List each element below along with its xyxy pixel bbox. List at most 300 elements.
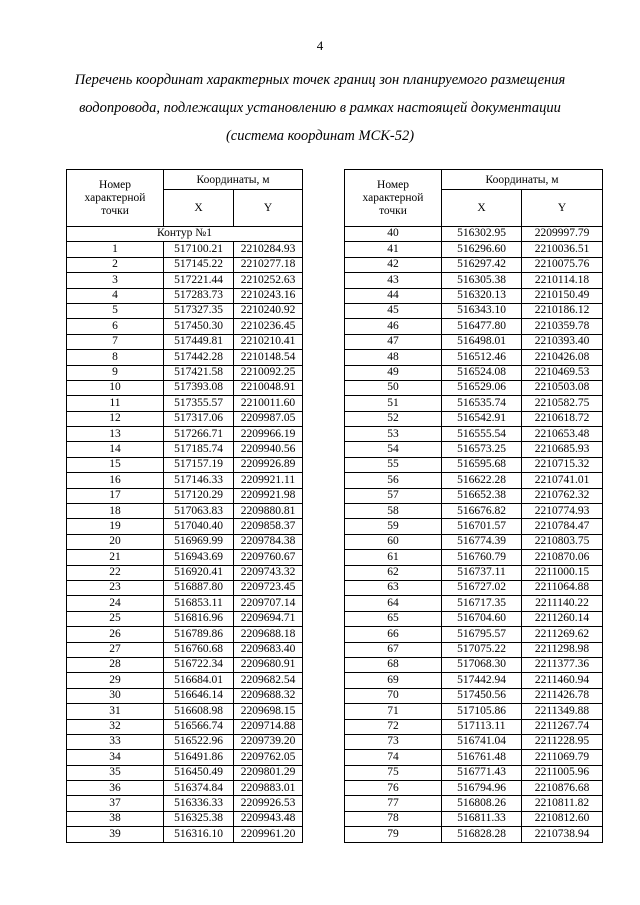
table-row — [67, 565, 303, 580]
point-number-cell: 47 — [345, 334, 442, 349]
table-row — [345, 334, 603, 349]
point-number-cell: 51 — [345, 396, 442, 411]
point-number-cell: 58 — [345, 504, 442, 519]
x-coordinate-cell: 516529.06 — [442, 380, 522, 395]
table-row — [67, 657, 303, 672]
coordinates-header: Координаты, м — [442, 170, 603, 190]
x-coordinate-cell: 516704.60 — [442, 611, 522, 626]
table-row — [67, 534, 303, 549]
point-number-cell: 56 — [345, 473, 442, 488]
x-coordinate-cell: 516737.11 — [442, 565, 522, 580]
table-row — [345, 704, 603, 719]
x-coordinate-cell: 516302.95 — [442, 227, 522, 242]
table-row — [345, 688, 603, 703]
table-row — [345, 827, 603, 842]
table-row — [345, 781, 603, 796]
y-coordinate-cell: 2209926.53 — [234, 796, 303, 811]
table-row — [67, 704, 303, 719]
y-coordinate-cell: 2210812.60 — [522, 811, 603, 826]
x-coordinate-cell: 517185.74 — [164, 442, 234, 457]
table-row — [345, 734, 603, 749]
table-row — [345, 657, 603, 672]
y-coordinate-cell: 2209698.15 — [234, 704, 303, 719]
table-row — [67, 442, 303, 457]
table-row — [67, 580, 303, 595]
point-header-line-3: точки — [101, 204, 129, 217]
x-coordinate-cell: 517442.94 — [442, 673, 522, 688]
x-coordinate-cell: 517100.21 — [164, 242, 234, 257]
table-row — [67, 519, 303, 534]
y-coordinate-cell: 2210240.92 — [234, 303, 303, 318]
y-coordinate-cell: 2210236.45 — [234, 319, 303, 334]
y-coordinate-cell: 2210426.08 — [522, 350, 603, 365]
point-number-cell: 45 — [345, 303, 442, 318]
y-coordinate-cell: 2209801.29 — [234, 765, 303, 780]
point-number-cell: 64 — [345, 596, 442, 611]
x-coordinate-cell: 517105.86 — [442, 704, 522, 719]
point-number-cell: 70 — [345, 688, 442, 703]
y-coordinate-cell: 2209743.32 — [234, 565, 303, 580]
table-row — [345, 719, 603, 734]
x-coordinate-cell: 517075.22 — [442, 642, 522, 657]
point-number-cell: 33 — [67, 734, 164, 749]
point-number-cell: 2 — [67, 257, 164, 272]
point-number-cell: 16 — [67, 473, 164, 488]
table-row — [67, 303, 303, 318]
point-number-cell: 12 — [67, 411, 164, 426]
table-row — [345, 504, 603, 519]
x-coordinate-cell: 516684.01 — [164, 673, 234, 688]
table-row — [345, 303, 603, 318]
table-row — [67, 765, 303, 780]
x-coordinate-cell: 516573.25 — [442, 442, 522, 457]
table-row — [67, 504, 303, 519]
y-coordinate-cell: 2210186.12 — [522, 303, 603, 318]
y-coordinate-cell: 2210469.53 — [522, 365, 603, 380]
table-row — [345, 673, 603, 688]
x-coordinate-cell: 516853.11 — [164, 596, 234, 611]
point-number-cell: 34 — [67, 750, 164, 765]
y-coordinate-cell: 2211298.98 — [522, 642, 603, 657]
point-number-cell: 23 — [67, 580, 164, 595]
y-coordinate-cell: 2209723.45 — [234, 580, 303, 595]
y-coordinate-cell: 2209680.91 — [234, 657, 303, 672]
y-coordinate-cell: 2209694.71 — [234, 611, 303, 626]
y-coordinate-cell: 2211460.94 — [522, 673, 603, 688]
point-number-cell: 63 — [345, 580, 442, 595]
point-number-cell: 4 — [67, 288, 164, 303]
point-number-cell: 53 — [345, 427, 442, 442]
point-number-cell: 68 — [345, 657, 442, 672]
document-title — [20, 66, 620, 150]
x-coordinate-cell: 517120.29 — [164, 488, 234, 503]
y-coordinate-cell: 2209921.98 — [234, 488, 303, 503]
x-coordinate-cell: 516524.08 — [442, 365, 522, 380]
x-coordinate-cell: 516727.02 — [442, 580, 522, 595]
y-coordinate-cell: 2209943.48 — [234, 811, 303, 826]
x-coordinate-cell: 517146.33 — [164, 473, 234, 488]
y-coordinate-cell: 2210503.08 — [522, 380, 603, 395]
y-coordinate-cell: 2210284.93 — [234, 242, 303, 257]
table-row — [345, 380, 603, 395]
x-coordinate-cell: 517355.57 — [164, 396, 234, 411]
table-row — [67, 688, 303, 703]
x-coordinate-cell: 516794.96 — [442, 781, 522, 796]
point-number-cell: 21 — [67, 550, 164, 565]
point-number-cell: 22 — [67, 565, 164, 580]
table-row — [345, 457, 603, 472]
table-row — [67, 411, 303, 426]
table-row — [345, 365, 603, 380]
point-header-line-3: точки — [379, 204, 407, 217]
x-coordinate-cell: 516789.86 — [164, 627, 234, 642]
table-row — [345, 411, 603, 426]
table-row — [345, 427, 603, 442]
table-row — [345, 580, 603, 595]
page-number: 4 — [316, 38, 324, 53]
x-coordinate-cell: 516795.57 — [442, 627, 522, 642]
x-coordinate-cell: 516717.35 — [442, 596, 522, 611]
x-coordinate-cell: 516701.57 — [442, 519, 522, 534]
x-coordinate-cell: 516741.04 — [442, 734, 522, 749]
x-coordinate-cell: 516828.28 — [442, 827, 522, 842]
point-number-cell: 18 — [67, 504, 164, 519]
y-coordinate-cell: 2210114.18 — [522, 273, 603, 288]
y-coordinate-cell: 2211064.88 — [522, 580, 603, 595]
point-number-cell: 67 — [345, 642, 442, 657]
y-coordinate-cell: 2210715.32 — [522, 457, 603, 472]
table-row — [67, 811, 303, 826]
table-row — [345, 319, 603, 334]
x-coordinate-cell: 517317.06 — [164, 411, 234, 426]
table-row — [345, 242, 603, 257]
point-number-cell: 17 — [67, 488, 164, 503]
table-row — [67, 750, 303, 765]
x-coordinate-cell: 516343.10 — [442, 303, 522, 318]
x-coordinate-cell: 517040.40 — [164, 519, 234, 534]
point-number-cell: 32 — [67, 719, 164, 734]
point-number-header — [345, 170, 442, 227]
x-coordinate-cell: 517068.30 — [442, 657, 522, 672]
x-coordinate-cell: 516522.96 — [164, 734, 234, 749]
point-number-cell: 27 — [67, 642, 164, 657]
table-row — [345, 257, 603, 272]
point-number-cell: 11 — [67, 396, 164, 411]
y-coordinate-cell: 2210243.16 — [234, 288, 303, 303]
x-header: X — [442, 190, 522, 227]
point-header-line-1: Номер — [99, 178, 131, 191]
point-number-cell: 72 — [345, 719, 442, 734]
point-number-cell: 78 — [345, 811, 442, 826]
y-coordinate-cell: 2209858.37 — [234, 519, 303, 534]
y-coordinate-cell: 2209987.05 — [234, 411, 303, 426]
table-row — [345, 811, 603, 826]
y-coordinate-cell: 2210870.06 — [522, 550, 603, 565]
point-number-cell: 79 — [345, 827, 442, 842]
table-row — [67, 673, 303, 688]
x-coordinate-cell: 517450.30 — [164, 319, 234, 334]
point-number-cell: 24 — [67, 596, 164, 611]
table-row — [345, 627, 603, 642]
table-row — [67, 488, 303, 503]
x-coordinate-cell: 517063.83 — [164, 504, 234, 519]
x-coordinate-cell: 517327.35 — [164, 303, 234, 318]
title-line-3: (система координат МСК-52) — [225, 128, 415, 144]
point-number-cell: 39 — [67, 827, 164, 842]
x-coordinate-cell: 516646.14 — [164, 688, 234, 703]
point-number-cell: 61 — [345, 550, 442, 565]
y-coordinate-cell: 2209880.81 — [234, 504, 303, 519]
y-coordinate-cell: 2209784.38 — [234, 534, 303, 549]
x-coordinate-cell: 516676.82 — [442, 504, 522, 519]
contour-label: Контур №1 — [67, 227, 303, 242]
y-coordinate-cell: 2210738.94 — [522, 827, 603, 842]
x-coordinate-cell: 517442.28 — [164, 350, 234, 365]
title-line-2: водопровода, подлежащих установлению в рамках настоящей документации — [79, 100, 561, 116]
y-coordinate-cell: 2209707.14 — [234, 596, 303, 611]
point-number-cell: 25 — [67, 611, 164, 626]
y-coordinate-cell: 2210393.40 — [522, 334, 603, 349]
y-coordinate-cell: 2209997.79 — [522, 227, 603, 242]
point-number-cell: 62 — [345, 565, 442, 580]
coordinates-header: Координаты, м — [164, 170, 303, 190]
x-coordinate-cell: 517450.56 — [442, 688, 522, 703]
point-number-cell: 26 — [67, 627, 164, 642]
table-row — [345, 550, 603, 565]
y-coordinate-cell: 2210148.54 — [234, 350, 303, 365]
point-number-cell: 3 — [67, 273, 164, 288]
y-coordinate-cell: 2209688.32 — [234, 688, 303, 703]
y-coordinate-cell: 2210048.91 — [234, 380, 303, 395]
table-row — [67, 365, 303, 380]
y-coordinate-cell: 2211349.88 — [522, 704, 603, 719]
x-coordinate-cell: 516920.41 — [164, 565, 234, 580]
x-coordinate-cell: 516595.68 — [442, 457, 522, 472]
y-coordinate-cell: 2210811.82 — [522, 796, 603, 811]
y-coordinate-cell: 2209762.05 — [234, 750, 303, 765]
y-coordinate-cell: 2210762.32 — [522, 488, 603, 503]
table-row — [67, 473, 303, 488]
x-coordinate-cell: 517157.19 — [164, 457, 234, 472]
table-row — [345, 611, 603, 626]
y-coordinate-cell: 2210803.75 — [522, 534, 603, 549]
table-row — [67, 627, 303, 642]
table-row — [67, 719, 303, 734]
y-coordinate-cell: 2210011.60 — [234, 396, 303, 411]
table-row — [345, 596, 603, 611]
table-row — [67, 288, 303, 303]
y-coordinate-cell: 2211269.62 — [522, 627, 603, 642]
y-coordinate-cell: 2209966.19 — [234, 427, 303, 442]
x-coordinate-cell: 516887.80 — [164, 580, 234, 595]
x-coordinate-cell: 516816.96 — [164, 611, 234, 626]
table-row — [67, 257, 303, 272]
y-coordinate-cell: 2209682.54 — [234, 673, 303, 688]
y-coordinate-cell: 2210582.75 — [522, 396, 603, 411]
x-coordinate-cell: 516969.99 — [164, 534, 234, 549]
coordinates-table-left — [66, 169, 303, 843]
point-number-cell: 54 — [345, 442, 442, 457]
table-row — [67, 350, 303, 365]
point-number-cell: 40 — [345, 227, 442, 242]
table-row — [345, 350, 603, 365]
y-coordinate-cell: 2210653.48 — [522, 427, 603, 442]
point-number-cell: 19 — [67, 519, 164, 534]
point-number-cell: 59 — [345, 519, 442, 534]
point-number-cell: 55 — [345, 457, 442, 472]
point-number-cell: 41 — [345, 242, 442, 257]
point-number-cell: 60 — [345, 534, 442, 549]
y-coordinate-cell: 2210741.01 — [522, 473, 603, 488]
point-number-cell: 35 — [67, 765, 164, 780]
y-coordinate-cell: 2211426.78 — [522, 688, 603, 703]
table-row — [67, 319, 303, 334]
point-number-cell: 10 — [67, 380, 164, 395]
table-row — [345, 765, 603, 780]
point-header-line-2: характерной — [84, 191, 146, 204]
table-row — [67, 242, 303, 257]
x-coordinate-cell: 516325.38 — [164, 811, 234, 826]
point-number-cell: 76 — [345, 781, 442, 796]
y-coordinate-cell: 2210618.72 — [522, 411, 603, 426]
y-coordinate-cell: 2210092.25 — [234, 365, 303, 380]
x-coordinate-cell: 516566.74 — [164, 719, 234, 734]
x-coordinate-cell: 516450.49 — [164, 765, 234, 780]
point-number-cell: 6 — [67, 319, 164, 334]
y-coordinate-cell: 2209683.40 — [234, 642, 303, 657]
y-coordinate-cell: 2210075.76 — [522, 257, 603, 272]
x-coordinate-cell: 517145.22 — [164, 257, 234, 272]
table-row — [345, 534, 603, 549]
table-row — [67, 550, 303, 565]
point-header-line-1: Номер — [377, 178, 409, 191]
y-coordinate-cell: 2210150.49 — [522, 288, 603, 303]
x-coordinate-cell: 516320.13 — [442, 288, 522, 303]
point-number-cell: 28 — [67, 657, 164, 672]
x-coordinate-cell: 516512.46 — [442, 350, 522, 365]
point-number-cell: 48 — [345, 350, 442, 365]
point-number-cell: 50 — [345, 380, 442, 395]
point-number-cell: 43 — [345, 273, 442, 288]
y-coordinate-cell: 2210277.18 — [234, 257, 303, 272]
x-coordinate-cell: 517266.71 — [164, 427, 234, 442]
x-header: X — [164, 190, 234, 227]
table-row — [67, 796, 303, 811]
x-coordinate-cell: 516555.54 — [442, 427, 522, 442]
table-row — [67, 642, 303, 657]
point-number-cell: 71 — [345, 704, 442, 719]
table-row — [345, 473, 603, 488]
x-coordinate-cell: 516774.39 — [442, 534, 522, 549]
point-number-cell: 15 — [67, 457, 164, 472]
y-coordinate-cell: 2211260.14 — [522, 611, 603, 626]
y-coordinate-cell: 2211000.15 — [522, 565, 603, 580]
point-number-cell: 74 — [345, 750, 442, 765]
x-coordinate-cell: 516535.74 — [442, 396, 522, 411]
point-number-cell: 52 — [345, 411, 442, 426]
table-row — [345, 396, 603, 411]
x-coordinate-cell: 517393.08 — [164, 380, 234, 395]
y-coordinate-cell: 2211267.74 — [522, 719, 603, 734]
point-number-cell: 69 — [345, 673, 442, 688]
point-number-cell: 37 — [67, 796, 164, 811]
y-coordinate-cell: 2209940.56 — [234, 442, 303, 457]
table-row — [67, 273, 303, 288]
table-row — [345, 519, 603, 534]
y-header: Y — [234, 190, 303, 227]
x-coordinate-cell: 516491.86 — [164, 750, 234, 765]
table-row — [345, 227, 603, 242]
y-coordinate-cell: 2209760.67 — [234, 550, 303, 565]
y-coordinate-cell: 2210210.41 — [234, 334, 303, 349]
table-row — [345, 565, 603, 580]
table-row — [345, 642, 603, 657]
point-number-cell: 57 — [345, 488, 442, 503]
point-number-cell: 14 — [67, 442, 164, 457]
table-row — [345, 442, 603, 457]
x-coordinate-cell: 517449.81 — [164, 334, 234, 349]
y-coordinate-cell: 2210685.93 — [522, 442, 603, 457]
point-number-cell: 42 — [345, 257, 442, 272]
table-row — [67, 781, 303, 796]
table-row — [345, 488, 603, 503]
point-number-cell: 31 — [67, 704, 164, 719]
y-coordinate-cell: 2210359.78 — [522, 319, 603, 334]
point-number-cell: 29 — [67, 673, 164, 688]
y-header: Y — [522, 190, 603, 227]
y-coordinate-cell: 2209961.20 — [234, 827, 303, 842]
y-coordinate-cell: 2210774.93 — [522, 504, 603, 519]
table-row — [67, 734, 303, 749]
y-coordinate-cell: 2210784.47 — [522, 519, 603, 534]
x-coordinate-cell: 516608.98 — [164, 704, 234, 719]
y-coordinate-cell: 2211005.96 — [522, 765, 603, 780]
y-coordinate-cell: 2209739.20 — [234, 734, 303, 749]
x-coordinate-cell: 516761.48 — [442, 750, 522, 765]
x-coordinate-cell: 516760.79 — [442, 550, 522, 565]
point-number-cell: 36 — [67, 781, 164, 796]
x-coordinate-cell: 516771.43 — [442, 765, 522, 780]
table-row — [345, 796, 603, 811]
point-number-cell: 9 — [67, 365, 164, 380]
point-number-cell: 13 — [67, 427, 164, 442]
y-coordinate-cell: 2209926.89 — [234, 457, 303, 472]
point-header-line-2: характерной — [362, 191, 424, 204]
point-number-cell: 65 — [345, 611, 442, 626]
table-row — [345, 288, 603, 303]
point-number-cell: 38 — [67, 811, 164, 826]
y-coordinate-cell: 2209688.18 — [234, 627, 303, 642]
table-row — [67, 380, 303, 395]
title-line-1: Перечень координат характерных точек границ зон планируемого размещения — [74, 72, 566, 88]
coordinates-table-right — [344, 169, 603, 843]
x-coordinate-cell: 517283.73 — [164, 288, 234, 303]
table-row — [67, 611, 303, 626]
x-coordinate-cell: 516811.33 — [442, 811, 522, 826]
y-coordinate-cell: 2211377.36 — [522, 657, 603, 672]
x-coordinate-cell: 516498.01 — [442, 334, 522, 349]
point-number-cell: 49 — [345, 365, 442, 380]
x-coordinate-cell: 516336.33 — [164, 796, 234, 811]
point-number-cell: 1 — [67, 242, 164, 257]
table-row — [67, 427, 303, 442]
x-coordinate-cell: 516652.38 — [442, 488, 522, 503]
point-number-cell: 30 — [67, 688, 164, 703]
point-number-cell: 8 — [67, 350, 164, 365]
point-number-cell: 5 — [67, 303, 164, 318]
point-number-cell: 73 — [345, 734, 442, 749]
y-coordinate-cell: 2211140.22 — [522, 596, 603, 611]
